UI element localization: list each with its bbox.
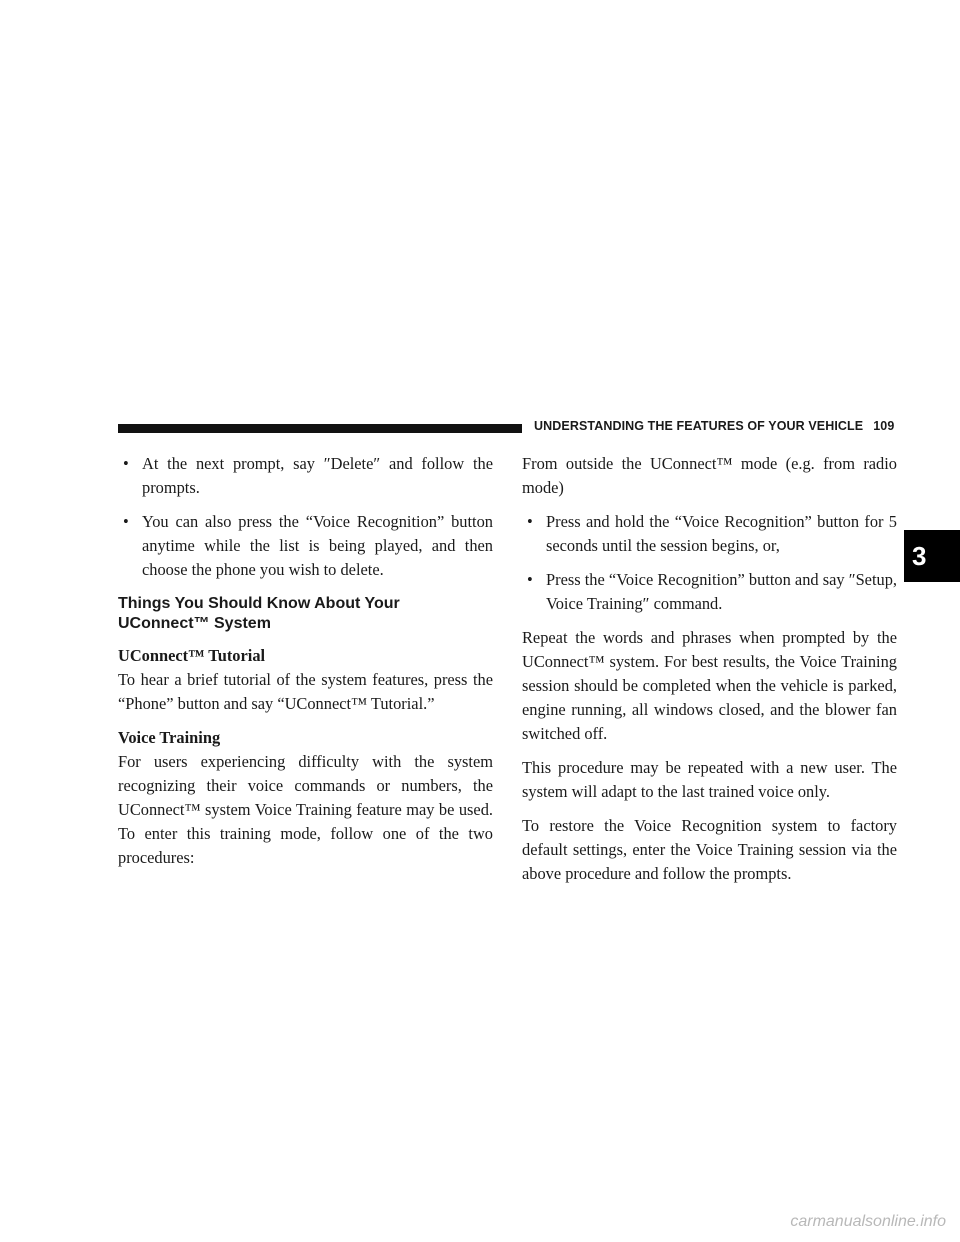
paragraph: To restore the Voice Recognition system to factory default settings, enter the Voice Training session via the above procedure and follow the prompts. (522, 816, 897, 883)
list-item-text: Press the “Voice Recognition” button and say ″Setup, Voice Training″ command. (546, 570, 897, 613)
training-text: For users experiencing difficulty with the system recognizing their voice commands or numbers, the UConnect™ system Voice Training feature may be used. To enter this training mode, follow one of the two procedures: (118, 752, 493, 867)
list-item-text: Press and hold the “Voice Recognition” button for 5 seconds until the session begins, or, (546, 512, 897, 555)
paragraph: Repeat the words and phrases when prompted by the UConnect™ system. For best results, the Voice Training session should be completed when the vehicle is parked, engine running, all windows closed, and the blower fan switched off. (522, 628, 897, 743)
watermark: carmanualsonline.info (790, 1213, 946, 1230)
list-item (118, 510, 493, 582)
header-rule (118, 424, 522, 433)
list-item-text: At the next prompt, say ″Delete″ and follow the prompts. (142, 454, 493, 497)
tutorial-text: To hear a brief tutorial of the system features, press the “Phone” button and say “UConnect™ Tutorial.” (118, 670, 493, 713)
bullet-dot: • (123, 512, 129, 531)
bullet-dot: • (527, 570, 533, 589)
bullet-dot: • (527, 512, 533, 531)
list-item (522, 568, 897, 616)
left-column (118, 452, 493, 870)
intro-text: From outside the UConnect™ mode (e.g. from radio mode) (522, 454, 897, 497)
list-item (522, 510, 897, 558)
running-header (534, 419, 894, 433)
header-title: UNDERSTANDING THE FEATURES OF YOUR VEHICLE (534, 419, 864, 433)
section-heading: Things You Should Know About Your UConnect™ System (118, 595, 400, 632)
page-number: 109 (873, 419, 895, 433)
chapter-tab: 3 (904, 530, 960, 582)
bullet-dot: • (123, 454, 129, 473)
paragraph: This procedure may be repeated with a new user. The system will adapt to the last trained voice only. (522, 758, 897, 801)
tutorial-heading: UConnect™ Tutorial (118, 646, 266, 665)
list-item (118, 452, 493, 500)
list-item-text: You can also press the “Voice Recognition” button anytime while the list is being played, and then choose the phone you wish to delete. (142, 512, 493, 579)
right-column (522, 452, 897, 886)
training-heading: Voice Training (118, 728, 221, 747)
